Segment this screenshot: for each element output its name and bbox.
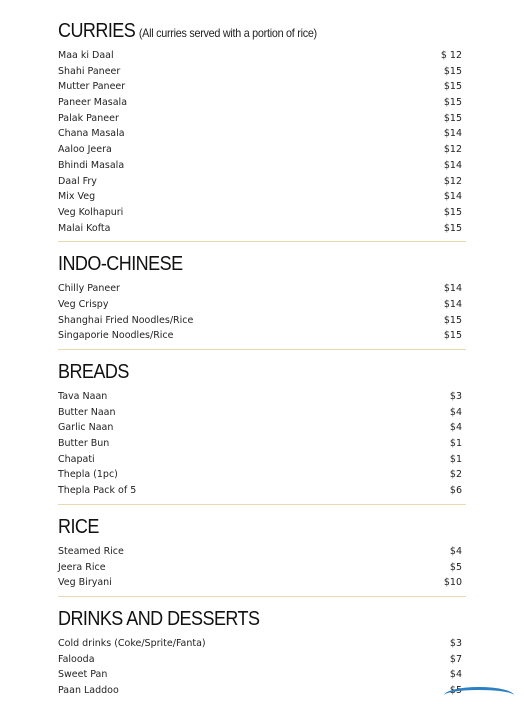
item-name: Shanghai Fried Noodles/Rice bbox=[58, 314, 194, 326]
menu-item bbox=[58, 560, 464, 576]
item-name: Thepla Pack of 5 bbox=[58, 485, 137, 497]
item-name: Chilly Paneer bbox=[58, 283, 120, 295]
item-name: Cold drinks (Coke/Sprite/Fanta) bbox=[58, 637, 206, 649]
section-title bbox=[58, 18, 423, 44]
menu bbox=[58, 18, 464, 699]
item-price: $12 bbox=[443, 144, 462, 156]
item-price: $14 bbox=[443, 159, 462, 171]
item-name: Thepla (1pc) bbox=[58, 469, 118, 481]
item-name: Steamed Rice bbox=[58, 545, 124, 557]
item-price: $5 bbox=[449, 684, 462, 696]
item-name: Paan Laddoo bbox=[58, 684, 119, 696]
item-price: $4 bbox=[449, 669, 462, 681]
item-name: Bhindi Masala bbox=[58, 159, 125, 171]
item-name: Paneer Masala bbox=[58, 97, 128, 109]
item-name: Mix Veg bbox=[58, 191, 96, 203]
menu-item bbox=[58, 111, 464, 127]
menu-item bbox=[58, 95, 464, 111]
section-title: DRINKS AND DESSERTS bbox=[58, 607, 260, 630]
item-price: $15 bbox=[443, 81, 462, 93]
item-price: $4 bbox=[449, 406, 462, 418]
item-price: $15 bbox=[443, 112, 462, 124]
menu-item bbox=[58, 452, 464, 468]
menu-item bbox=[58, 297, 464, 313]
item-price: $3 bbox=[449, 637, 462, 649]
menu-item bbox=[58, 79, 464, 95]
section-curries bbox=[58, 18, 464, 242]
menu-item bbox=[58, 389, 464, 405]
menu-item bbox=[58, 667, 464, 683]
item-name: Veg Biryani bbox=[58, 577, 112, 589]
menu-item bbox=[58, 142, 464, 158]
menu-item bbox=[58, 636, 464, 652]
item-price: $6 bbox=[449, 485, 462, 497]
item-price: $15 bbox=[443, 222, 462, 234]
item-list bbox=[58, 636, 464, 699]
menu-item bbox=[58, 158, 464, 174]
section-indo-chinese bbox=[58, 251, 464, 350]
menu-item bbox=[58, 221, 464, 237]
item-name: Tava Naan bbox=[58, 391, 108, 402]
menu-item bbox=[58, 544, 464, 560]
item-price: $14 bbox=[443, 128, 462, 140]
menu-item bbox=[58, 683, 464, 699]
item-name: Garlic Naan bbox=[58, 422, 114, 434]
item-price: $15 bbox=[443, 206, 462, 218]
item-price: $1 bbox=[449, 438, 462, 450]
menu-item bbox=[58, 483, 464, 499]
section-divider bbox=[58, 349, 466, 350]
section-divider bbox=[58, 241, 466, 242]
menu-item bbox=[58, 652, 464, 668]
item-name: Aaloo Jeera bbox=[58, 144, 112, 156]
item-price: $2 bbox=[449, 469, 462, 481]
item-price: $14 bbox=[443, 283, 462, 295]
menu-item bbox=[58, 174, 464, 190]
menu-item bbox=[58, 575, 464, 591]
item-price: $7 bbox=[449, 653, 462, 665]
item-name: Veg Crispy bbox=[58, 298, 109, 310]
item-price: $14 bbox=[443, 191, 462, 203]
item-price: $5 bbox=[449, 561, 462, 573]
menu-item bbox=[58, 48, 464, 64]
item-name: Maa ki Daal bbox=[58, 50, 114, 61]
item-price: $4 bbox=[449, 545, 462, 557]
item-name: Daal Fry bbox=[58, 175, 97, 187]
menu-item bbox=[58, 420, 464, 436]
item-price: $12 bbox=[443, 175, 462, 187]
item-price: $14 bbox=[443, 298, 462, 310]
item-price: $15 bbox=[443, 65, 462, 77]
menu-item bbox=[58, 328, 464, 344]
menu-item bbox=[58, 64, 464, 80]
item-price: $15 bbox=[443, 314, 462, 326]
item-name: Mutter Paneer bbox=[58, 81, 126, 93]
section-divider bbox=[58, 504, 466, 505]
item-list bbox=[58, 544, 464, 591]
item-name: Butter Bun bbox=[58, 438, 110, 450]
item-price: $10 bbox=[443, 577, 462, 589]
menu-item bbox=[58, 189, 464, 205]
item-price: $3 bbox=[449, 391, 462, 402]
menu-item bbox=[58, 205, 464, 221]
item-name: Sweet Pan bbox=[58, 669, 108, 681]
section-drinks-and-desserts bbox=[58, 606, 464, 699]
menu-item bbox=[58, 126, 464, 142]
menu-item bbox=[58, 467, 464, 483]
item-price: $ 12 bbox=[440, 50, 462, 61]
item-price: $15 bbox=[443, 97, 462, 109]
section-breads bbox=[58, 359, 464, 505]
item-name: Singaporie Noodles/Rice bbox=[58, 330, 174, 342]
section-divider bbox=[58, 596, 466, 597]
item-price: $1 bbox=[449, 453, 462, 465]
item-list bbox=[58, 281, 464, 344]
item-list bbox=[58, 48, 464, 236]
item-name: Falooda bbox=[58, 653, 95, 665]
menu-item bbox=[58, 405, 464, 421]
item-name: Chana Masala bbox=[58, 128, 125, 140]
menu-item bbox=[58, 436, 464, 452]
item-name: Butter Naan bbox=[58, 406, 116, 418]
section-title-text: CURRIES bbox=[58, 20, 136, 42]
item-name: Malai Kofta bbox=[58, 222, 111, 234]
item-list bbox=[58, 389, 464, 499]
item-name: Veg Kolhapuri bbox=[58, 206, 124, 218]
item-price: $4 bbox=[449, 422, 462, 434]
menu-item bbox=[58, 313, 464, 329]
section-title: RICE bbox=[58, 515, 99, 538]
item-name: Palak Paneer bbox=[58, 112, 119, 124]
section-rice bbox=[58, 514, 464, 597]
item-name: Shahi Paneer bbox=[58, 65, 121, 77]
menu-item bbox=[58, 281, 464, 297]
item-name: Jeera Rice bbox=[58, 561, 106, 573]
section-note: (All curries served with a portion of rice) bbox=[138, 26, 317, 40]
item-name: Chapati bbox=[58, 453, 95, 465]
section-title: INDO-CHINESE bbox=[58, 253, 183, 276]
section-title: BREADS bbox=[58, 361, 129, 383]
item-price: $15 bbox=[443, 330, 462, 342]
